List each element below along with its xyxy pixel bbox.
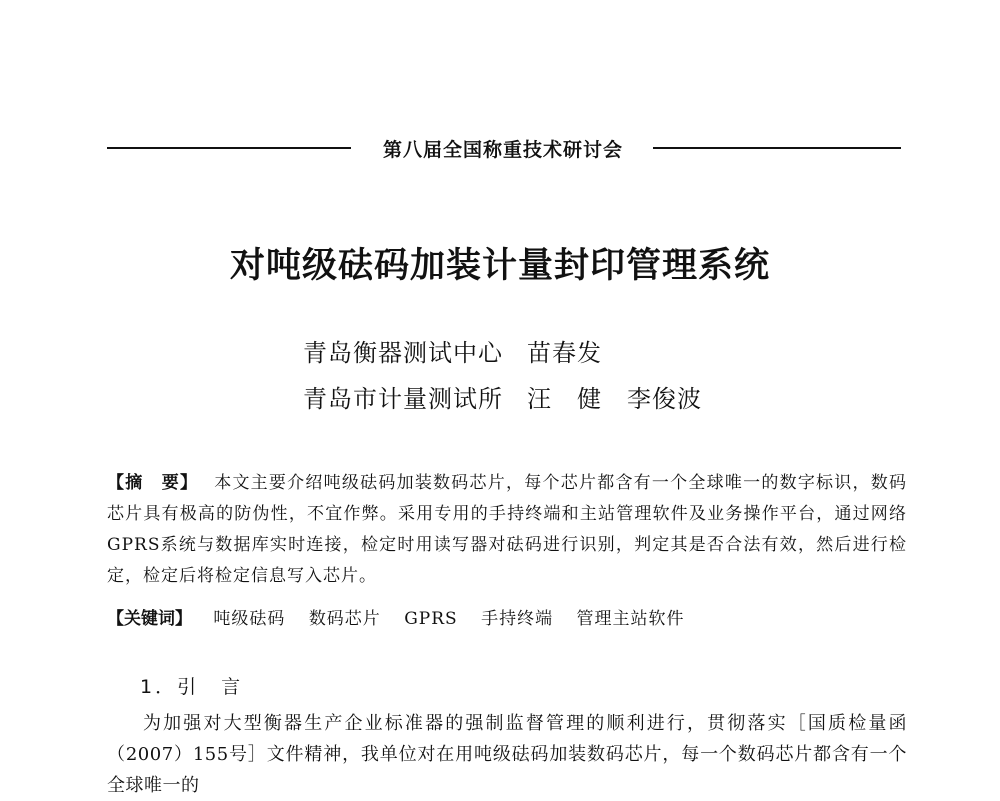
author-names: 苗春发 bbox=[527, 339, 602, 367]
keyword: 手持终端 bbox=[481, 609, 554, 629]
keyword: 管理主站软件 bbox=[576, 609, 685, 629]
author-line bbox=[303, 379, 702, 414]
author-org: 青岛衡器测试中心 bbox=[303, 339, 503, 367]
header-rule-left bbox=[107, 147, 351, 149]
keywords bbox=[107, 604, 703, 629]
keywords-label: 【关键词】 bbox=[107, 609, 192, 629]
keyword: 吨级砝码 bbox=[213, 609, 286, 629]
header-rule-right bbox=[653, 147, 901, 149]
author-names: 汪 健 李俊波 bbox=[527, 385, 702, 413]
author-line bbox=[303, 333, 602, 368]
keyword: GPRS bbox=[404, 609, 458, 629]
conference-name: 第八届全国称重技术研讨会 bbox=[382, 139, 623, 161]
abstract-label: 【摘 要】 bbox=[107, 473, 199, 493]
abstract bbox=[107, 468, 907, 592]
abstract-text: 本文主要介绍吨级砝码加装数码芯片，每个芯片都含有一个全球唯一的数字标识，数码芯片具有极高的防伪性，不宜作弊。采用专用的手持终端和主站管理软件及业务操作平台，通过网络GPRS系统与数据库实时连接，检定时用读写器对砝码进行识别，判定其是否合法有效，然后进行检定，检定后将检定信息写入芯片。 bbox=[107, 473, 908, 586]
paper-title: 对吨级砝码加装计量封印管理系统 bbox=[229, 246, 770, 286]
section-body-text: 为加强对大型衡器生产企业标准器的强制监督管理的顺利进行，贯彻落实［国质检量函（2007）155号］文件精神，我单位对在用吨级砝码加装数码芯片，每一个数码芯片都含有一个全球唯一的 bbox=[107, 713, 907, 796]
author-org: 青岛市计量测试所 bbox=[303, 385, 503, 413]
keyword: 数码芯片 bbox=[308, 609, 381, 629]
section-heading: 1．引 言 bbox=[140, 676, 244, 698]
